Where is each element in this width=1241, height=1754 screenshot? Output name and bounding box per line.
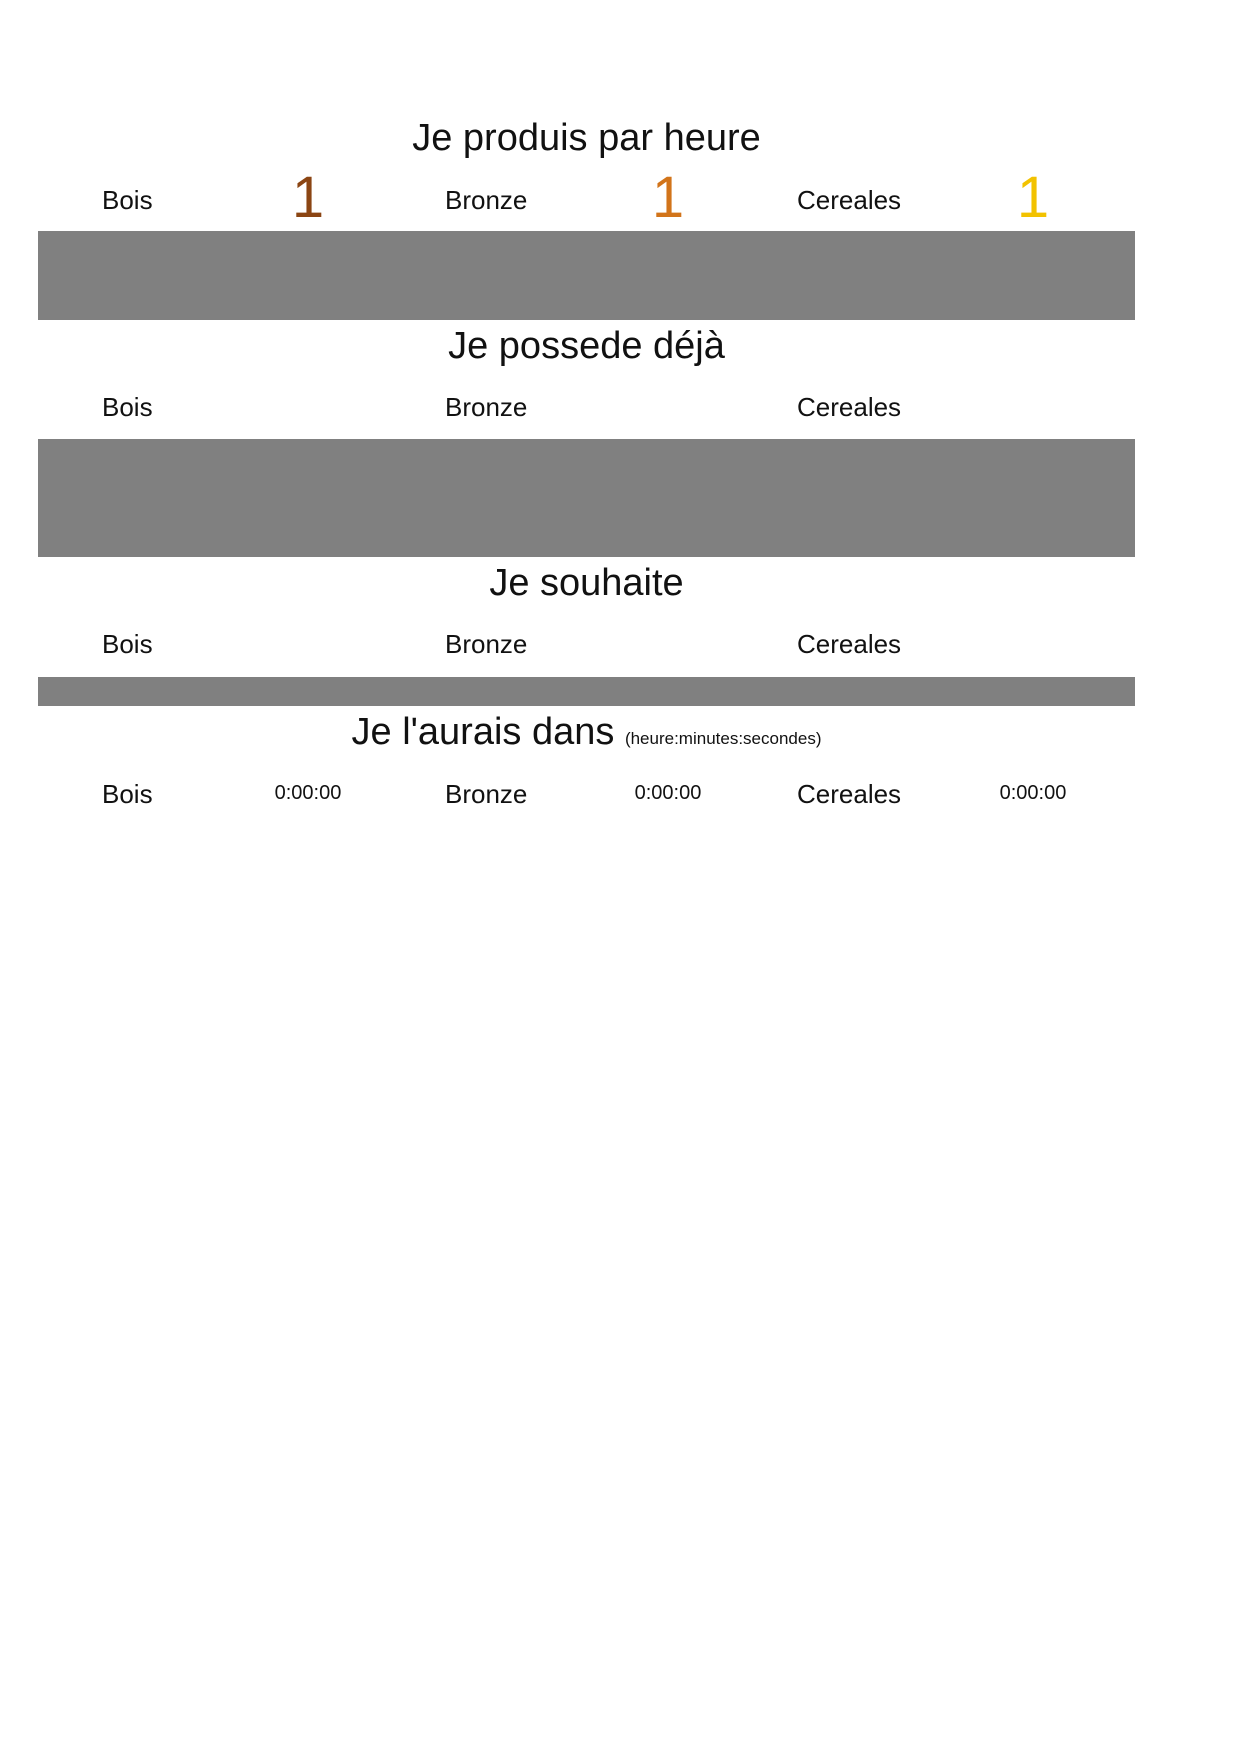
- own-bronze-label: Bronze: [445, 392, 528, 422]
- eta-cereales-label: Cereales: [797, 779, 902, 809]
- wish-title: Je souhaite: [489, 562, 684, 604]
- wish-input-band[interactable]: [38, 677, 1135, 706]
- own-title: Je possede déjà: [448, 325, 725, 367]
- wish-bronze-label: Bronze: [445, 629, 528, 659]
- produce-title: Je produis par heure: [412, 117, 761, 159]
- eta-cereales-time: 0:00:00: [999, 782, 1067, 804]
- produce-cereales-value[interactable]: 1: [1016, 165, 1050, 230]
- own-cereales-label: Cereales: [797, 392, 902, 422]
- own-input-band[interactable]: [38, 439, 1135, 557]
- eta-bronze-time: 0:00:00: [634, 782, 702, 804]
- produce-cereales-label: Cereales: [797, 185, 902, 215]
- eta-bois-label: Bois: [102, 779, 153, 809]
- eta-bois-time: 0:00:00: [274, 782, 342, 804]
- produce-bronze-value[interactable]: 1: [651, 165, 685, 230]
- wish-bois-label: Bois: [102, 629, 153, 659]
- eta-subtitle: (heure:minutes:secondes): [624, 729, 822, 748]
- eta-title: [38, 710, 1135, 761]
- produce-input-band[interactable]: [38, 231, 1135, 320]
- own-bois-label: Bois: [102, 392, 153, 422]
- produce-bronze-label: Bronze: [445, 185, 528, 215]
- eta-title-text: Je l'aurais dans: [351, 711, 615, 753]
- wish-cereales-label: Cereales: [797, 629, 902, 659]
- produce-bois-label: Bois: [102, 185, 153, 215]
- produce-bois-value[interactable]: 1: [291, 165, 325, 230]
- eta-bronze-label: Bronze: [445, 779, 528, 809]
